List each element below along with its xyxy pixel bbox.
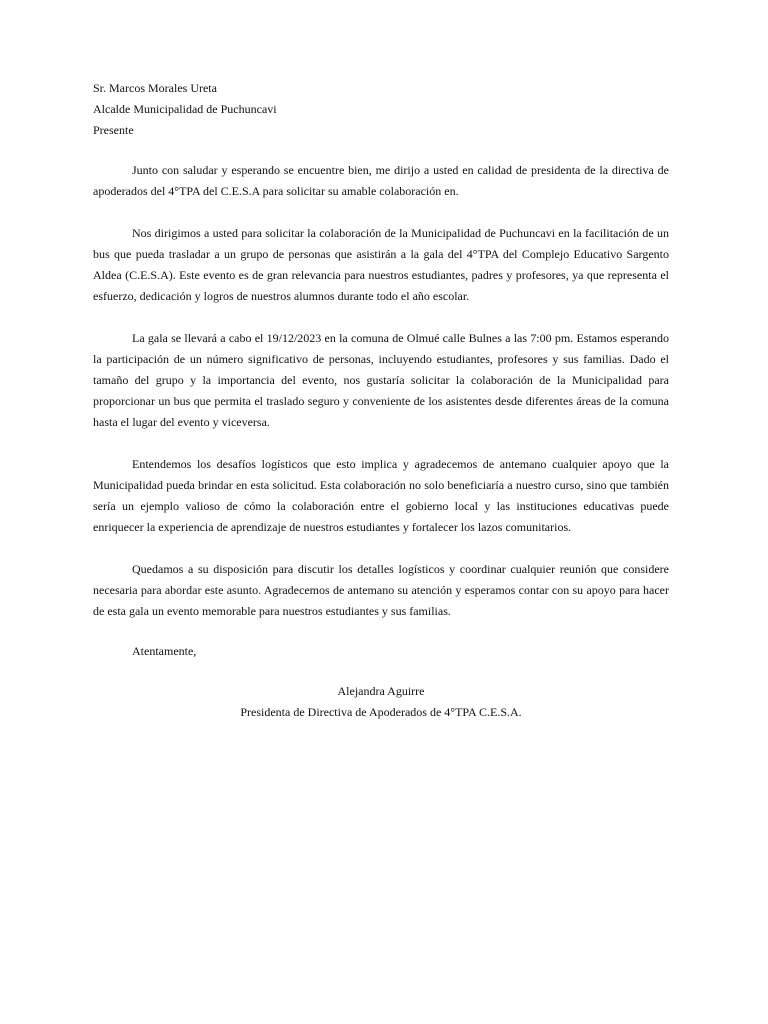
letter-body [93,78,669,723]
recipient-title: Alcalde Municipalidad de Puchuncavi [93,102,277,116]
paragraph-greeting: Junto con saludar y esperando se encuentre bien, me dirijo a usted en calidad de presidenta de la directiva de apoderados del 4°TPA del C.E.S.A para solicitar su amable colaboración en. [93,163,669,198]
signature-name: Alejandra Aguirre [337,684,425,698]
paragraph-logistics: Entendemos los desafíos logísticos que esto implica y agradecemos de antemano cualquier apoyo que la Municipalidad pueda brindar en esta solicitud. Esta colaboración no solo beneficiaría a nuestro curso, sino que también sería un ejemplo valioso de cómo la colaboración entre el gobierno local y las instituciones educativas puede enriquecer la experiencia de aprendizaje de nuestros estudiantes y fortalecer los lazos comunitarios. [93,457,669,534]
recipient-name: Sr. Marcos Morales Ureta [93,81,217,95]
paragraph-request: Nos dirigimos a usted para solicitar la colaboración de la Municipalidad de Puchuncavi en la facilitación de un bus que pueda trasladar a un grupo de personas que asistirán a la gala del 4°TPA del Complejo Educativo Sargento Aldea (C.E.S.A). Este evento es de gran relevancia para nuestros estudiantes, padres y profesores, ya que representa el esfuerzo, dedicación y logros de nuestros alumnos durante todo el año escolar. [93,226,669,303]
recipient-salutation: Presente [93,123,134,137]
paragraph-availability: Quedamos a su disposición para discutir los detalles logísticos y coordinar cualquier reunión que considere necesaria para abordar este asunto. Agradecemos de antemano su atención y esperamos contar con su apoyo para hacer de esta gala un evento memorable para nuestros estudiantes y sus familias. [93,562,669,618]
closing-text: Atentamente, [132,644,197,658]
signature-block [93,681,669,723]
paragraph-event-details: La gala se llevará a cabo el 19/12/2023 en la comuna de Olmué calle Bulnes a las 7:00 pm. Estamos esperando la participación de un número significativo de personas, incluyendo estudiantes, profesores y sus familias. Dado el tamaño del grupo y la importancia del evento, nos gustaría solicitar la colaboración de la Municipalidad para proporcionar un bus que permita el traslado seguro y conveniente de los asistentes desde diferentes áreas de la comuna hasta el lugar del evento y viceversa. [93,331,669,429]
signature-role: Presidenta de Directiva de Apoderados de 4°TPA C.E.S.A. [240,705,522,719]
recipient-block [93,78,669,141]
